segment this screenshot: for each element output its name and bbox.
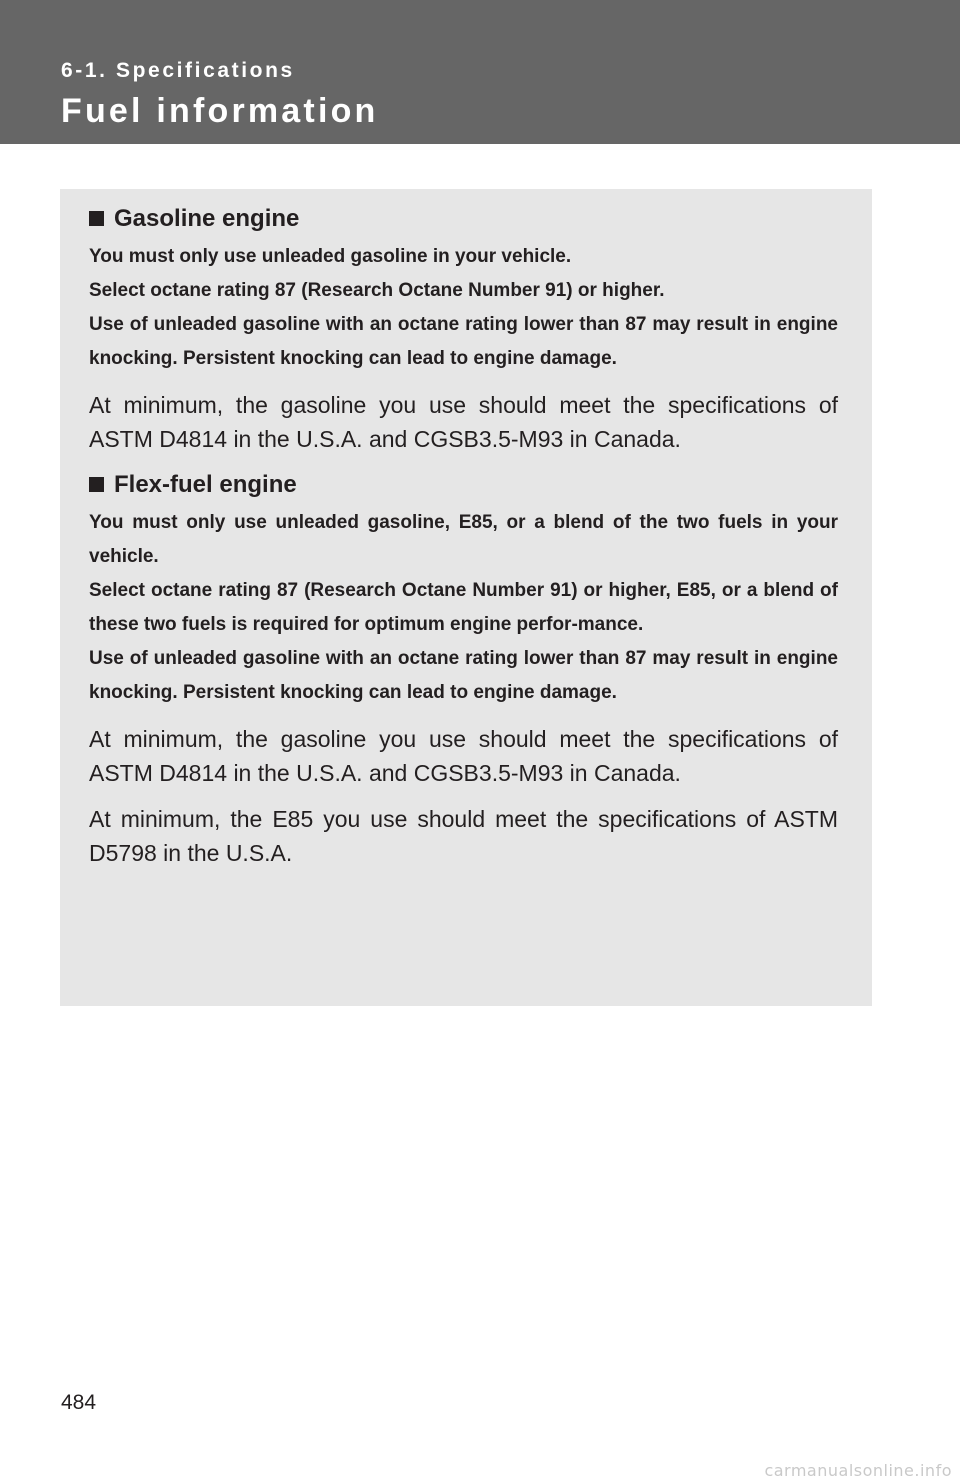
header-band xyxy=(0,0,960,144)
page-number: 484 xyxy=(61,1391,97,1414)
gasoline-octane-rating: Select octane rating 87 (Research Octane Number 91) or higher. xyxy=(89,280,665,301)
flex-fuel-knocking-warning: Use of unleaded gasoline with an octane rating lower than 87 may result in engine knocking. Persistent knocking can lead to engine damage. xyxy=(89,648,838,703)
fuel-info-box xyxy=(60,189,872,1006)
flex-fuel-e85-spec: At minimum, the E85 you use should meet the specifications of ASTM D5798 in the U.S.A. xyxy=(89,806,838,866)
gasoline-unleaded-requirement: You must only use unleaded gasoline in your vehicle. xyxy=(89,246,572,267)
flex-fuel-octane-rating: Select octane rating 87 (Research Octane Number 91) or higher, E85, or a blend of these two fuels is required for optimum engine perfor-mance. xyxy=(89,580,838,635)
square-bullet-icon xyxy=(89,211,104,226)
page-title: Fuel information xyxy=(61,92,379,130)
gasoline-knocking-warning: Use of unleaded gasoline with an octane rating lower than 87 may result in engine knocking. Persistent knocking can lead to engine damage. xyxy=(89,314,838,369)
section-label: 6-1. Specifications xyxy=(61,59,295,82)
flex-fuel-engine-heading xyxy=(89,470,838,500)
gasoline-spec-paragraph: At minimum, the gasoline you use should meet the specifications of ASTM D4814 in the U.S.A. and CGSB3.5-M93 in Canada. xyxy=(89,392,838,452)
flex-fuel-gasoline-spec: At minimum, the gasoline you use should meet the specifications of ASTM D4814 in the U.S.A. and CGSB3.5-M93 in Canada. xyxy=(89,726,838,786)
square-bullet-icon xyxy=(89,477,104,492)
flex-fuel-requirement: You must only use unleaded gasoline, E85, or a blend of the two fuels in your vehicle. xyxy=(89,512,838,567)
gasoline-engine-heading xyxy=(89,204,838,234)
watermark: carmanualsonline.info xyxy=(764,1461,952,1480)
flex-fuel-engine-heading-text: Flex-fuel engine xyxy=(114,471,297,498)
gasoline-engine-heading-text: Gasoline engine xyxy=(114,205,300,232)
